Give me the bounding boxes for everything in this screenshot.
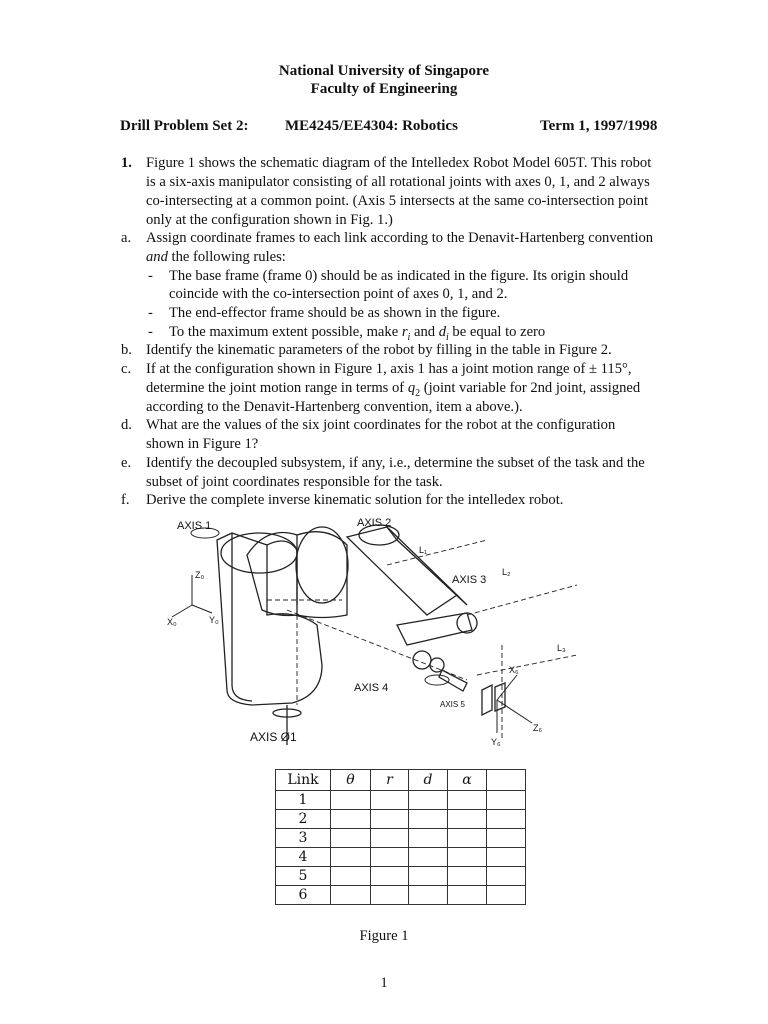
l2-dimension	[467, 585, 577, 615]
table-row: 6	[276, 886, 526, 905]
q1-line-3: co-intersecting at a common point. (Axis 5 intersects at the same co-intersection point	[146, 193, 649, 209]
header-d: d	[409, 770, 448, 791]
item-f-mark: f.	[121, 492, 130, 508]
problem-set-title: Drill Problem Set 2:	[120, 118, 249, 134]
item-a-line-1: Assign coordinate frames to each link according to the Denavit-Hartenberg convention	[146, 230, 654, 246]
base-column-inner	[232, 533, 252, 701]
rule-3: To the maximum extent possible, make $r_i$ and $d_i$ be equal to zero	[169, 324, 546, 343]
z6-label: Z₆	[533, 723, 543, 733]
university-name: National University of Singapore	[278, 63, 490, 79]
item-a-line-2: and the following rules:	[146, 249, 286, 265]
item-c-mark: c.	[121, 361, 132, 377]
y0-axis	[192, 605, 212, 613]
l3-dimension	[477, 655, 577, 675]
axis4-label: AXIS 4	[354, 682, 389, 694]
item-c-line-3: according to the Denavit-Hartenberg convention, item a above.).	[146, 399, 523, 415]
q1-line-1: Figure 1 shows the schematic diagram of the Intelledex Robot Model 605T. This robot	[146, 155, 652, 171]
x6-label: X₆	[509, 665, 519, 675]
item-c-line-2: determine the joint motion range in terms of $q_2$ (joint variable for 2nd joint, assigned	[146, 380, 641, 399]
q1-line-2: is a six-axis manipulator consisting of all rotational joints with axes 0, 1, and 2 always	[146, 174, 650, 190]
q1-line-4: only at the configuration shown in Fig. 1.)	[146, 212, 393, 228]
header-theta: θ	[331, 770, 371, 791]
shoulder-body-right	[297, 532, 347, 618]
table-row: 1	[276, 791, 526, 810]
table-row: 5	[276, 867, 526, 886]
item-f-text: Derive the complete inverse kinematic solution for the intelledex robot.	[146, 492, 564, 508]
shoulder-disc-right	[296, 527, 348, 603]
rule-1-line-1: The base frame (frame 0) should be as indicated in the figure. Its origin should	[169, 268, 629, 284]
l3-label: L₃	[557, 643, 566, 653]
rule-2: The end-effector frame should be as shown in the figure.	[169, 305, 501, 321]
l1-label: L₁	[419, 545, 428, 555]
x0-label: X₀	[167, 617, 177, 627]
item-c-line-1: If at the configuration shown in Figure 1, axis 1 has a joint motion range of ± 115°,	[146, 361, 632, 377]
axis0-label: AXIS Ø1	[250, 730, 297, 744]
and-emphasis: and	[146, 249, 168, 265]
rule-1-dash: -	[148, 268, 153, 284]
header-link: Link	[276, 770, 331, 791]
term-label: Term 1, 1997/1998	[540, 118, 658, 134]
question-number: 1.	[121, 155, 132, 171]
header-r: r	[371, 770, 409, 791]
axis2-label: AXIS 2	[357, 517, 392, 529]
faculty-name: Faculty of Engineering	[310, 81, 458, 97]
l1-dimension	[387, 540, 487, 565]
figure-caption: Figure 1	[359, 928, 409, 944]
item-a-mark: a.	[121, 230, 132, 246]
y0-label: Y₀	[209, 615, 219, 625]
rule-2-dash: -	[148, 305, 153, 321]
base-column-outline	[217, 533, 322, 705]
rule-3-dash: -	[148, 324, 153, 340]
table-header-row	[276, 770, 526, 791]
y6-label: Y₆	[491, 737, 501, 747]
shoulder-top	[267, 541, 297, 605]
gripper-plate-1	[482, 685, 492, 715]
axis1-label: AXIS 1	[177, 520, 212, 532]
x6-axis	[497, 675, 517, 700]
item-d-line-1: What are the values of the six joint coordinates for the robot at the configuration	[146, 417, 616, 433]
wrist-link	[439, 670, 467, 691]
item-e-mark: e.	[121, 455, 132, 471]
table-row: 2	[276, 810, 526, 829]
item-b-mark: b.	[121, 342, 132, 358]
shoulder-body-left	[247, 533, 297, 616]
x0-axis	[172, 605, 192, 617]
item-e-line-2: subset of joint coordinates responsible for the task.	[146, 474, 443, 490]
axis3-label: AXIS 3	[452, 574, 487, 586]
course-code: ME4245/EE4304: Robotics	[285, 118, 458, 134]
item-d-line-2: shown in Figure 1?	[146, 436, 259, 452]
axis5-label: AXIS 5	[440, 700, 465, 709]
elbow-joint	[457, 613, 477, 633]
forearm	[397, 613, 472, 645]
item-b-text: Identify the kinematic parameters of the robot by filling in the table in Figure 2.	[146, 342, 612, 358]
table-row: 3	[276, 829, 526, 848]
l2-label: L₂	[502, 567, 511, 577]
page-number: 1	[380, 975, 388, 991]
rule-1-line-2: coincide with the co-intersection point of axes 0, 1, and 2.	[169, 286, 508, 302]
dh-parameter-table	[275, 769, 526, 905]
z0-label: Z₀	[195, 570, 205, 580]
upper-arm	[347, 527, 457, 615]
header-blank	[487, 770, 526, 791]
item-d-mark: d.	[121, 417, 132, 433]
robot-schematic-figure	[147, 505, 625, 753]
axis4-dashed	[287, 610, 467, 680]
table-row: 4	[276, 848, 526, 867]
item-e-line-1: Identify the decoupled subsystem, if any, i.e., determine the subset of the task and the	[146, 455, 645, 471]
header-alpha: α	[448, 770, 487, 791]
